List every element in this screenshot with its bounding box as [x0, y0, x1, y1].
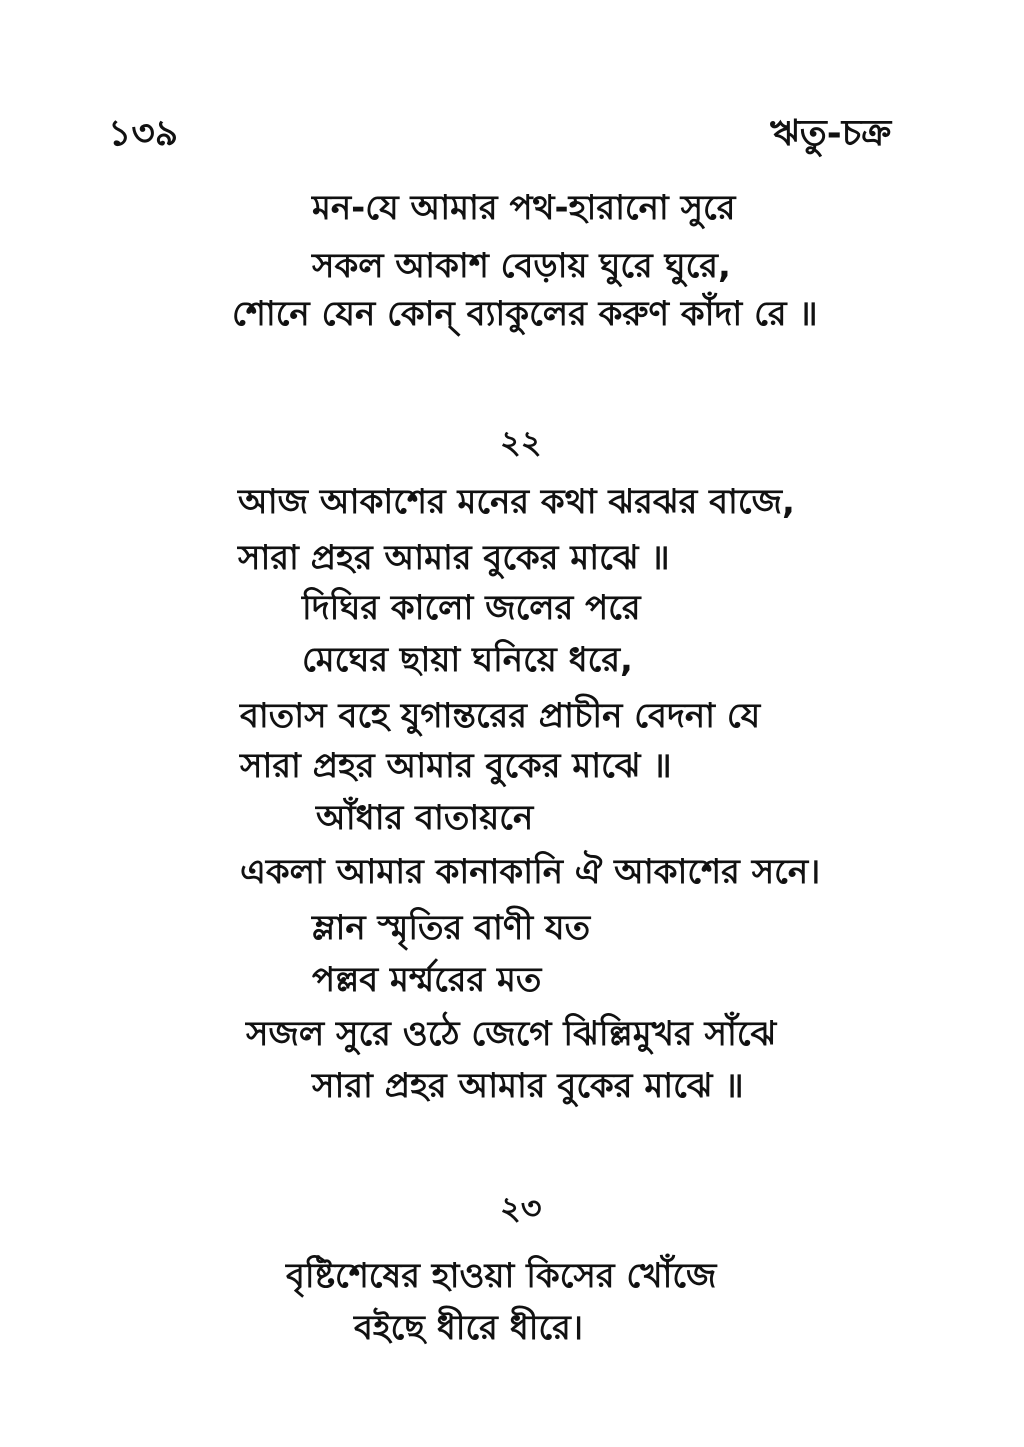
- song-number: ২৩: [500, 1189, 542, 1227]
- verse-line: পল্লব মর্ম্মরের মত: [312, 960, 542, 1000]
- song-number: ২২: [500, 423, 542, 461]
- verse-line: আঁধার বাতায়নে: [316, 798, 534, 838]
- verse-line: সজল সুরে ওঠে জেগে ঝিল্লিমুখর সাঁঝে: [246, 1014, 777, 1054]
- verse-line: ম্লান স্মৃতির বাণী যত: [312, 908, 591, 948]
- verse-line: দিঘির কালো জলের পরে: [302, 588, 641, 628]
- verse-line: সকল আকাশ বেড়ায় ঘুরে ঘুরে,: [312, 246, 731, 286]
- verse-line: বইছে ধীরে ধীরে।: [354, 1308, 584, 1348]
- verse-line: মেঘের ছায়া ঘনিয়ে ধরে,: [302, 640, 633, 680]
- verse-line: মন-যে আমার পথ-হারানো সুরে: [312, 188, 736, 228]
- verse-line: সারা প্রহর আমার বুকের মাঝে ॥: [312, 1066, 744, 1106]
- verse-line: আজ আকাশের মনের কথা ঝরঝর বাজে,: [238, 482, 795, 522]
- verse-line: সারা প্রহর আমার বুকের মাঝে ॥: [240, 746, 672, 786]
- page-number: ১৩৯: [108, 113, 179, 154]
- verse-line: সারা প্রহর আমার বুকের মাঝে ॥: [238, 538, 670, 578]
- verse-line: বাতাস বহে যুগান্তরের প্রাচীন বেদনা যে: [240, 696, 761, 736]
- running-title: ঋতু-চক্র: [770, 113, 892, 154]
- verse-line: শোনে যেন কোন্ ব্যাকুলের করুণ কাঁদা রে ॥: [232, 294, 818, 334]
- verse-line: একলা আমার কানাকানি ঐ আকাশের সনে।: [240, 852, 821, 892]
- verse-line: বৃষ্টিশেষের হাওয়া কিসের খোঁজে: [286, 1256, 717, 1296]
